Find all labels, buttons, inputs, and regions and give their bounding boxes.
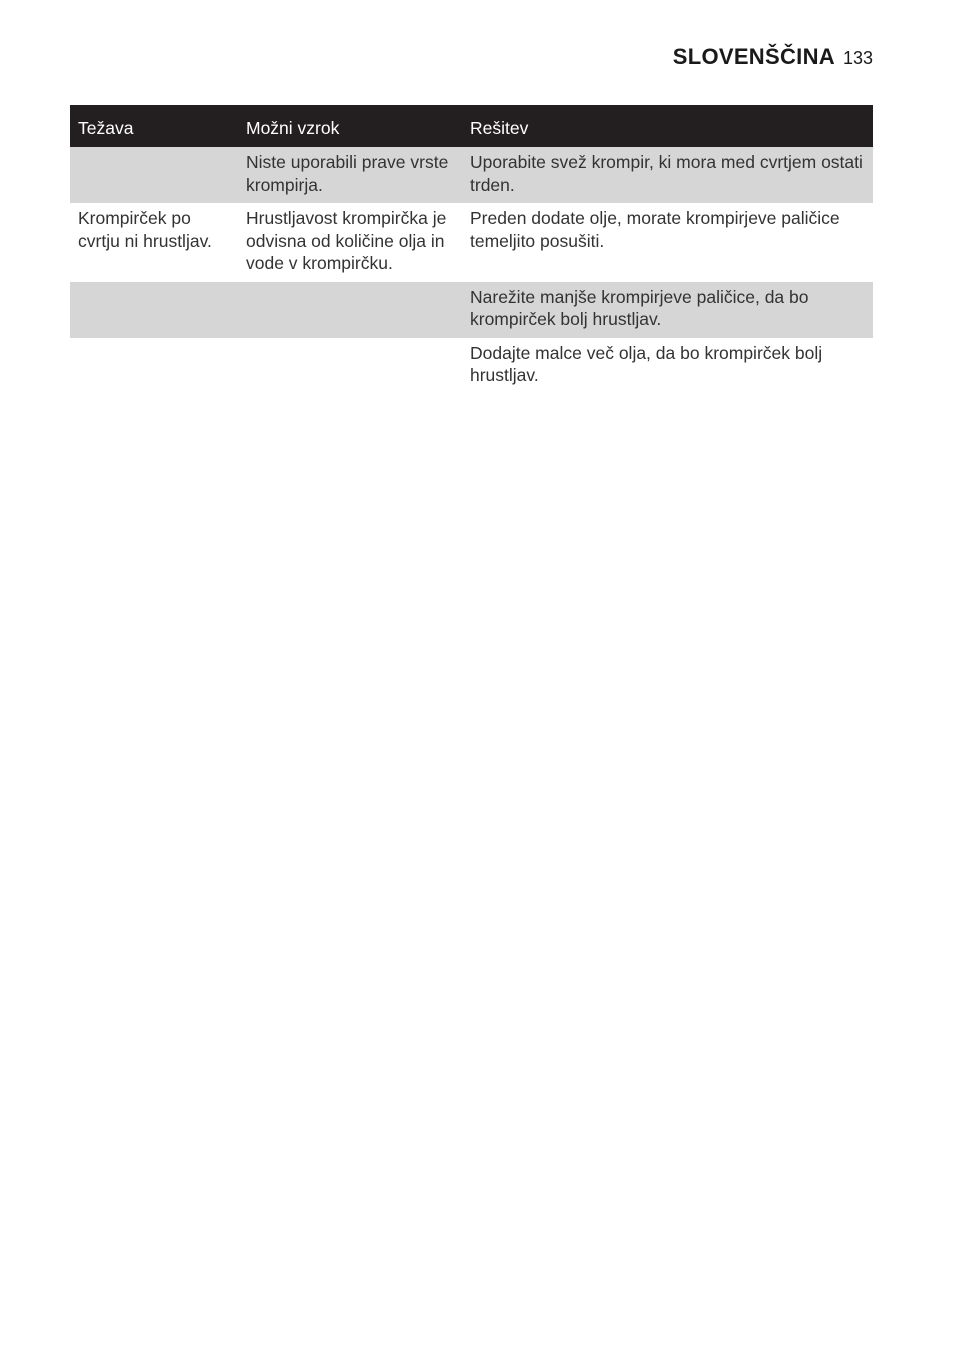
cell-problem: Krompirček po cvrtju ni hrustljav. [70,203,238,282]
cell-cause: Hrustljavost krompirčka je odvisna od količine olja in vode v krompirčku. [238,203,462,282]
cell-cause [238,282,462,338]
page-number: 133 [842,48,873,68]
cell-solution: Narežite manjše krompirjeve paličice, da bo krompirček bolj hrustljav. [462,282,873,338]
page-header [673,44,873,70]
cell-cause [238,338,462,394]
cell-problem [70,147,238,203]
cell-cause: Niste uporabili prave vrste krompirja. [238,147,462,203]
table-header-row [70,105,873,147]
table-row [70,338,873,394]
cell-solution: Uporabite svež krompir, ki mora med cvrtjem ostati trden. [462,147,873,203]
column-header-problem: Težava [70,105,238,147]
table-row [70,203,873,282]
cell-problem [70,338,238,394]
troubleshooting-table [70,105,873,394]
table-row [70,147,873,203]
table-row [70,282,873,338]
section-title: SLOVENŠČINA [672,44,835,69]
cell-solution: Preden dodate olje, morate krompirjeve paličice temeljito posušiti. [462,203,873,282]
column-header-solution: Rešitev [462,105,873,147]
column-header-cause: Možni vzrok [238,105,462,147]
cell-solution: Dodajte malce več olja, da bo krompirček bolj hrustljav. [462,338,873,394]
cell-problem [70,282,238,338]
